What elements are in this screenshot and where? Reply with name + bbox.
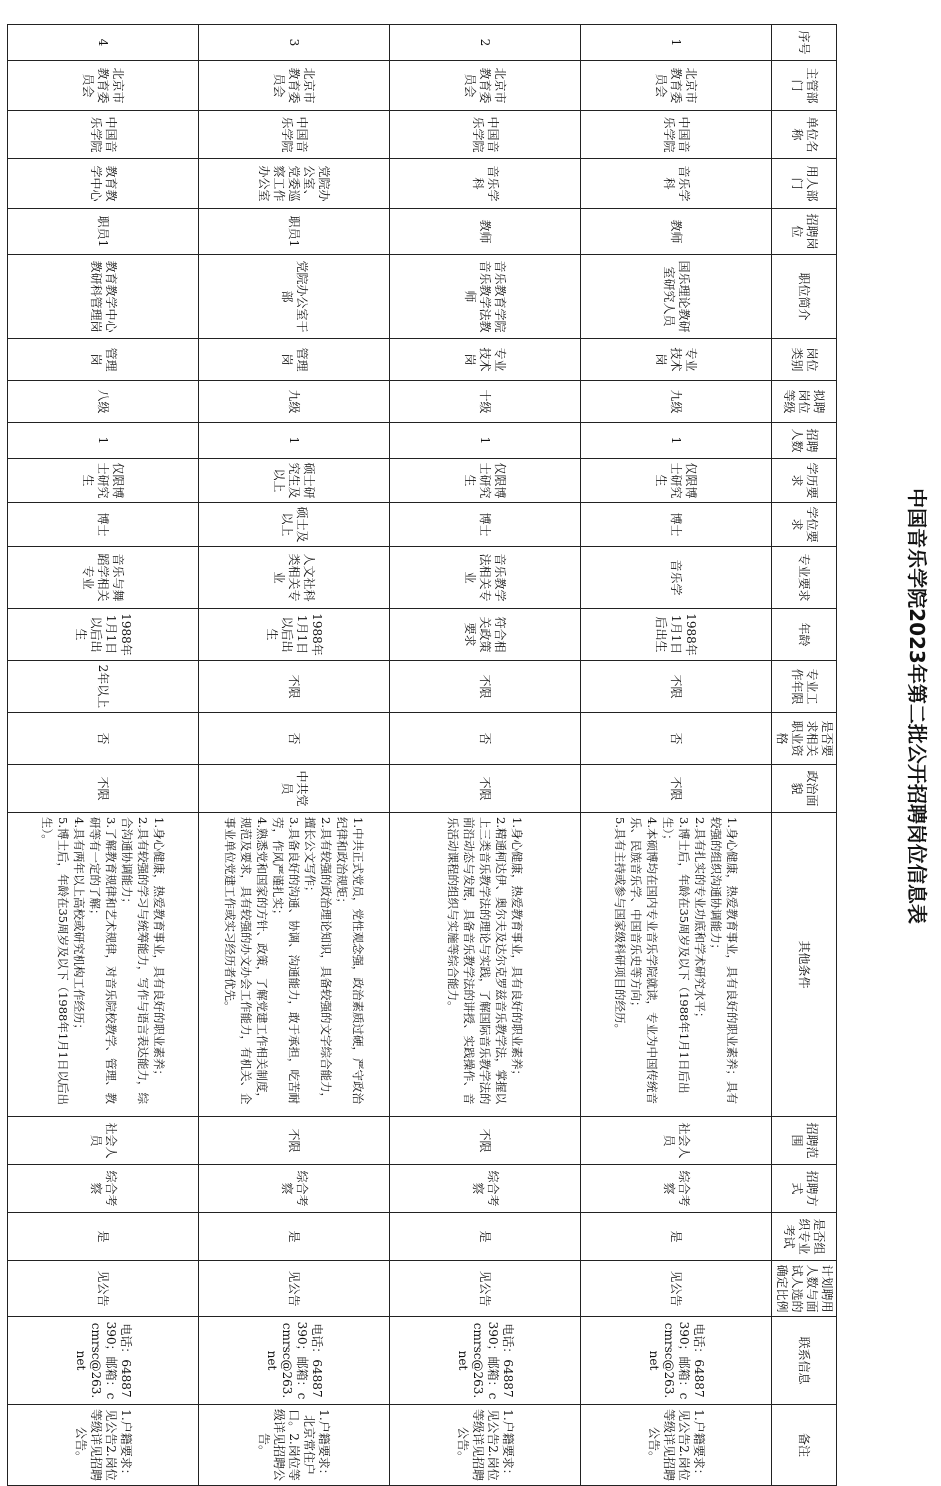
header-major: 专业要求: [772, 547, 837, 609]
condition-line: 3.具备良好的沟通、协调、沟通能力，敢于承担，吃苦耐劳，作风严谨扎实；: [271, 817, 301, 1104]
header-cert: 是否要求相关职业资格: [772, 713, 837, 765]
cell-post: 教师: [390, 209, 581, 255]
cell-edu: 硕士研究生及以上: [199, 459, 390, 503]
cell-intro: 党院办公室干部: [199, 255, 390, 339]
header-row: [772, 25, 837, 1486]
cell-no: 1: [581, 25, 772, 61]
cell-unit: 中国音乐学院: [390, 111, 581, 159]
cell-scope: 不限: [199, 1117, 390, 1165]
header-conditions: 其他条件: [772, 813, 837, 1117]
cell-contact: 电话：64887390；邮箱：ccmrsc@263.net: [581, 1317, 772, 1405]
cell-ratio: 见公告: [8, 1261, 199, 1317]
cell-remarks: 1.户籍要求：见公告2.岗位等级详见招聘公告。: [390, 1405, 581, 1486]
cell-edu: 仅限博士研究生: [8, 459, 199, 503]
cell-category: 管理岗: [8, 339, 199, 381]
cell-exam: 是: [581, 1213, 772, 1261]
cell-conditions: [8, 813, 199, 1117]
condition-line: 2.精通柯达伊、奥尔夫及达尔克罗兹音乐教学法，掌握以上三类音乐教学法的理论与实践，了解国际音乐教学法的前沿动态与发展，具备音乐教学法的讲授、实践操作、音乐活动课程的组织与实施等综合能力。: [446, 817, 508, 1105]
recruitment-table: [7, 24, 837, 1486]
cell-work-years: 不限: [199, 661, 390, 713]
cell-level: 十级: [390, 381, 581, 423]
cell-scope: 不限: [390, 1117, 581, 1165]
condition-line: 2.具有扎实的专业功底和学术研究水平；: [693, 817, 707, 1024]
cell-post: 教师: [581, 209, 772, 255]
cell-method: 综合考察: [199, 1165, 390, 1213]
cell-work-years: 不限: [581, 661, 772, 713]
cell-cert: 否: [199, 713, 390, 765]
cell-user-dept: 音乐学科: [390, 159, 581, 209]
cell-degree: 博士: [8, 503, 199, 547]
cell-level: 九级: [581, 381, 772, 423]
header-ratio: 计划聘用人数与面试人选的确定比例: [772, 1261, 837, 1317]
header-exam: 是否组织专业考试: [772, 1213, 837, 1261]
cell-major: 音乐学: [581, 547, 772, 609]
cell-dept: 北京市教育委员会: [390, 61, 581, 111]
cell-user-dept: 党院办公室、党委巡察工作办公室: [199, 159, 390, 209]
header-political: 政治面貌: [772, 765, 837, 813]
cell-count: 1: [8, 423, 199, 459]
cell-exam: 是: [199, 1213, 390, 1261]
cell-political: 不限: [581, 765, 772, 813]
cell-post: 职员1: [8, 209, 199, 255]
condition-line: 4.本硕博均在国内专业音乐学院就读，专业为中国传统音乐、民族音乐学、中国音乐史等方向；: [629, 817, 659, 1104]
cell-no: 3: [199, 25, 390, 61]
cell-contact: 电话：64887390；邮箱：ccmrsc@263.net: [8, 1317, 199, 1405]
cell-dept: 北京市教育委员会: [581, 61, 772, 111]
cell-intro: 国乐理论教研室研究人员: [581, 255, 772, 339]
cell-degree: 博士: [581, 503, 772, 547]
header-edu: 学历要求: [772, 459, 837, 503]
header-unit: 单位名称: [772, 111, 837, 159]
cell-exam: 是: [8, 1213, 199, 1261]
header-remarks: 备注: [772, 1405, 837, 1486]
condition-line: 3.博士后，年龄在35周岁及以下（1988年1月1日后出生）；: [661, 817, 691, 1094]
header-no: 序号: [772, 25, 837, 61]
cell-degree: 博士: [390, 503, 581, 547]
cell-conditions: [390, 813, 581, 1117]
cell-dept: 北京市教育委员会: [199, 61, 390, 111]
condition-line: 5.博士后，年龄在35周岁及以下（1988年1月1日以后出生）。: [40, 817, 70, 1106]
cell-intro: 教育教学中心教研科管理岗: [8, 255, 199, 339]
cell-ratio: 见公告: [581, 1261, 772, 1317]
header-age: 年龄: [772, 609, 837, 661]
cell-age: 符合相关政策要求: [390, 609, 581, 661]
header-post: 招聘岗位: [772, 209, 837, 255]
cell-dept: 北京市教育委员会: [8, 61, 199, 111]
page-title: 中国音乐学院2023年第二批公开招聘岗位信息表: [905, 488, 929, 924]
condition-line: 1.身心健康，热爱教育事业，具有良好的职业素养；: [152, 817, 166, 1081]
header-dept: 主管部门: [772, 61, 837, 111]
cell-scope: 社会人员: [581, 1117, 772, 1165]
cell-user-dept: 教育教学中心: [8, 159, 199, 209]
cell-political: 中共党员: [199, 765, 390, 813]
cell-no: 2: [390, 25, 581, 61]
cell-political: 不限: [8, 765, 199, 813]
condition-line: 4.具有两年以上高校或研究机构工作经历；: [72, 817, 86, 1035]
header-scope: 招聘范围: [772, 1117, 837, 1165]
cell-category: 专业技术岗: [581, 339, 772, 381]
header-count: 招聘人数: [772, 423, 837, 459]
cell-exam: 是: [390, 1213, 581, 1261]
cell-method: 综合考察: [8, 1165, 199, 1213]
cell-major: 人文社科类相关专业: [199, 547, 390, 609]
cell-count: 1: [199, 423, 390, 459]
cell-unit: 中国音乐学院: [8, 111, 199, 159]
header-user-dept: 用人部门: [772, 159, 837, 209]
header-work-years: 专业工作年限: [772, 661, 837, 713]
cell-age: 1988年1月1日后出生: [581, 609, 772, 661]
condition-line: 2.具有较强的政治理论知识，具备较强的文字综合能力，擅长公文写作；: [303, 817, 333, 1104]
cell-cert: 否: [390, 713, 581, 765]
cell-ratio: 见公告: [390, 1261, 581, 1317]
cell-age: 1988年1月1日以后出生: [8, 609, 199, 661]
cell-contact: 电话：64887390；邮箱：ccmrsc@263.net: [199, 1317, 390, 1405]
table-row: [8, 25, 199, 1486]
cell-remarks: 1.户籍要求：北京常住户口。2.岗位等级详见招聘公告。: [199, 1405, 390, 1486]
header-degree: 学位要求: [772, 503, 837, 547]
cell-level: 八级: [8, 381, 199, 423]
cell-ratio: 见公告: [199, 1261, 390, 1317]
cell-post: 职员1: [199, 209, 390, 255]
table-row: [390, 25, 581, 1486]
cell-edu: 仅限博士研究生: [581, 459, 772, 503]
table-row: [581, 25, 772, 1486]
cell-count: 1: [390, 423, 581, 459]
header-intro: 职位简介: [772, 255, 837, 339]
cell-age: 1988年1月1日以后出生: [199, 609, 390, 661]
cell-conditions: [581, 813, 772, 1117]
cell-user-dept: 音乐学科: [581, 159, 772, 209]
cell-no: 4: [8, 25, 199, 61]
cell-remarks: 1.户籍要求：见公告2.岗位等级详见招聘公告。: [8, 1405, 199, 1486]
cell-intro: 音乐教育学院音乐教学法教师: [390, 255, 581, 339]
cell-method: 综合考察: [581, 1165, 772, 1213]
condition-line: 1.中共正式党员，党性观念强，政治素质过硬，严守政治纪律和政治规矩；: [335, 817, 365, 1104]
cell-unit: 中国音乐学院: [581, 111, 772, 159]
cell-scope: 社会人员: [8, 1117, 199, 1165]
header-method: 招聘方式: [772, 1165, 837, 1213]
cell-contact: 电话：64887390；邮箱：ccmrsc@263.net: [390, 1317, 581, 1405]
header-contact: 联系信息: [772, 1317, 837, 1405]
header-level: 拟聘岗位等级: [772, 381, 837, 423]
header-category: 岗位类别: [772, 339, 837, 381]
cell-political: 不限: [390, 765, 581, 813]
cell-category: 专业技术岗: [390, 339, 581, 381]
condition-line: 4.熟悉党和国家的方针、政策，了解党建工作相关制度，规范及要求，具有较强的办文办会工作能力，有机关、企事业单位党建工作或实习经历者优先。: [223, 817, 269, 1105]
cell-method: 综合考察: [390, 1165, 581, 1213]
cell-degree: 硕士及以上: [199, 503, 390, 547]
cell-work-years: 2年以上: [8, 661, 199, 713]
cell-category: 管理岗: [199, 339, 390, 381]
cell-unit: 中国音乐学院: [199, 111, 390, 159]
table-row: [199, 25, 390, 1486]
condition-line: 1.身心健康，热爱教育事业，具有良好的职业素养；: [510, 817, 524, 1081]
cell-cert: 否: [8, 713, 199, 765]
cell-conditions: [199, 813, 390, 1117]
cell-remarks: 1.户籍要求：见公告2.岗位等级详见招聘公告。: [581, 1405, 772, 1486]
condition-line: 1.身心健康，热爱教育事业，具有良好的职业素养；具有较强的组织沟通协调能力；: [709, 817, 739, 1104]
cell-edu: 仅限博士研究生: [390, 459, 581, 503]
cell-cert: 否: [581, 713, 772, 765]
cell-level: 九级: [199, 381, 390, 423]
condition-line: 5.具有主持或参与国家级科研项目的经历。: [613, 817, 627, 1035]
cell-count: 1: [581, 423, 772, 459]
condition-line: 3.了解教育规律和艺术规律，对音乐院校教学、管理、教研等有一定的了解；: [88, 817, 118, 1104]
cell-major: 音乐教学法相关专业: [390, 547, 581, 609]
cell-work-years: 不限: [390, 661, 581, 713]
condition-line: 2.具有较强的学习与统筹能力，写作与语言表达能力，综合沟通协调能力；: [120, 817, 150, 1104]
cell-major: 音乐与舞蹈学相关专业: [8, 547, 199, 609]
